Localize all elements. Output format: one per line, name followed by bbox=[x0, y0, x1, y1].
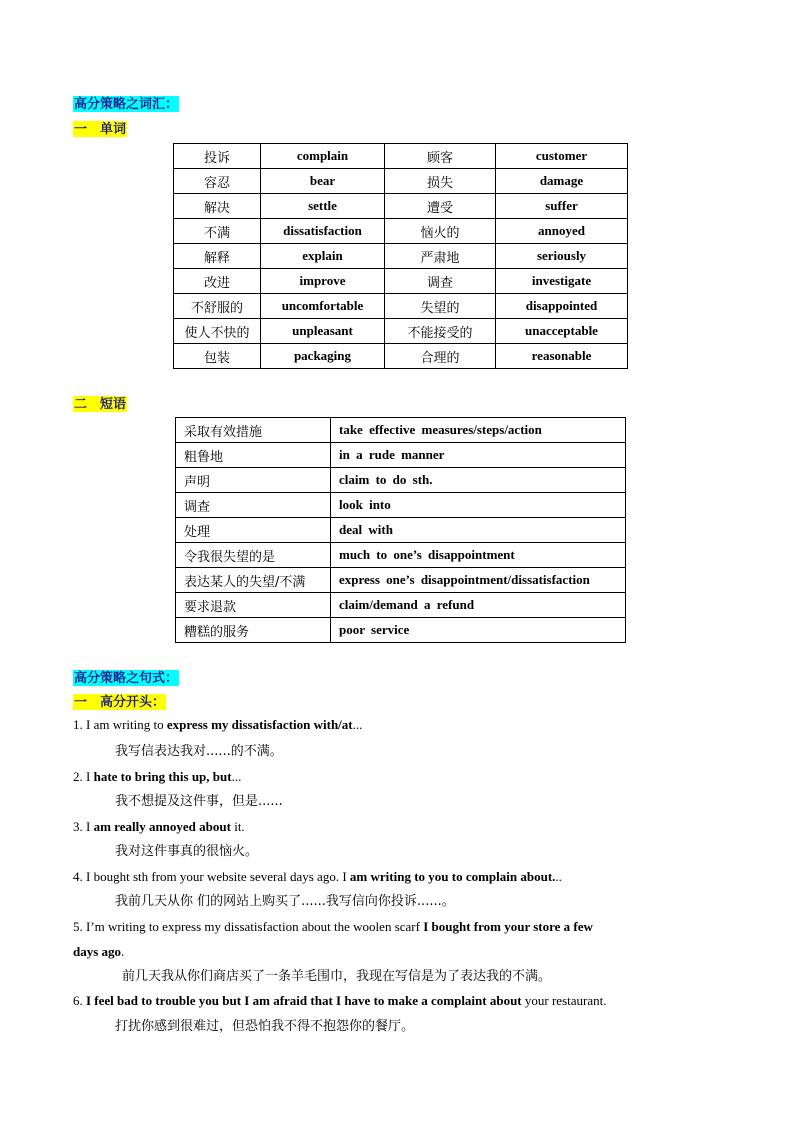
vocab-english-cell: annoyed bbox=[496, 219, 628, 244]
vocab-chinese-cell: 容忍 bbox=[174, 169, 261, 194]
sentence-3-translation: 我对这件事真的很恼火。 bbox=[115, 844, 259, 859]
phrase-english-cell: in a rude manner bbox=[331, 443, 626, 468]
section-opening-title: 一 高分开头： bbox=[74, 694, 166, 709]
phrase-english-cell: poor service bbox=[331, 618, 626, 643]
vocab-chinese-cell: 恼火的 bbox=[385, 219, 496, 244]
phrase-chinese-cell: 要求退款 bbox=[176, 593, 331, 618]
phrase-row bbox=[176, 518, 626, 543]
sentence-5: 5. I’m writing to express my dissatisfaction about the woolen scarf I bought from your store a few bbox=[73, 919, 593, 934]
phrase-table bbox=[175, 417, 626, 643]
vocab-chinese-cell: 失望的 bbox=[385, 294, 496, 319]
vocab-chinese-cell: 不舒服的 bbox=[174, 294, 261, 319]
vocab-chinese-cell: 使人不快的 bbox=[174, 319, 261, 344]
vocab-row bbox=[174, 319, 628, 344]
vocab-row bbox=[174, 219, 628, 244]
sentence-4: 4. I bought sth from your website several days ago. I am writing to you to complain about... bbox=[73, 869, 562, 884]
vocab-chinese-cell: 不满 bbox=[174, 219, 261, 244]
sentence-1: 1. I am writing to express my dissatisfaction with/at... bbox=[73, 717, 363, 732]
sentence-6: 6. I feel bad to trouble you but I am afraid that I have to make a complaint about your restaurant. bbox=[73, 993, 607, 1008]
phrase-english-cell: express one’s disappointment/dissatisfaction bbox=[331, 568, 626, 593]
vocab-chinese-cell: 投诉 bbox=[174, 144, 261, 169]
vocab-chinese-cell: 顾客 bbox=[385, 144, 496, 169]
vocab-english-cell: bear bbox=[261, 169, 385, 194]
phrase-row bbox=[176, 593, 626, 618]
phrase-chinese-cell: 令我很失望的是 bbox=[176, 543, 331, 568]
vocab-english-cell: investigate bbox=[496, 269, 628, 294]
phrase-row bbox=[176, 618, 626, 643]
vocab-chinese-cell: 合理的 bbox=[385, 344, 496, 369]
phrase-row bbox=[176, 418, 626, 443]
vocab-english-cell: customer bbox=[496, 144, 628, 169]
vocab-english-cell: reasonable bbox=[496, 344, 628, 369]
vocab-english-cell: dissatisfaction bbox=[261, 219, 385, 244]
vocab-english-cell: uncomfortable bbox=[261, 294, 385, 319]
sentence-4-translation: 我前几天从你 们的网站上购买了......我写信向你投诉......。 bbox=[115, 894, 455, 909]
vocab-english-cell: settle bbox=[261, 194, 385, 219]
phrase-chinese-cell: 声明 bbox=[176, 468, 331, 493]
vocab-chinese-cell: 改进 bbox=[174, 269, 261, 294]
phrase-chinese-cell: 调查 bbox=[176, 493, 331, 518]
vocab-english-cell: improve bbox=[261, 269, 385, 294]
phrase-chinese-cell: 采取有效措施 bbox=[176, 418, 331, 443]
phrase-chinese-cell: 处理 bbox=[176, 518, 331, 543]
vocab-row bbox=[174, 194, 628, 219]
sentence-2-translation: 我不想提及这件事，但是...... bbox=[115, 794, 283, 809]
phrase-english-cell: look into bbox=[331, 493, 626, 518]
vocab-english-cell: seriously bbox=[496, 244, 628, 269]
sentence-6-translation: 打扰你感到很难过，但恐怕我不得不抱怨你的餐厅。 bbox=[115, 1019, 415, 1034]
section-phrases-title: 二 短语 bbox=[74, 396, 127, 411]
sentence-1-translation: 我写信表达我对......的不满。 bbox=[115, 744, 283, 759]
vocab-chinese-cell: 包装 bbox=[174, 344, 261, 369]
vocab-chinese-cell: 严肃地 bbox=[385, 244, 496, 269]
vocab-english-cell: unacceptable bbox=[496, 319, 628, 344]
vocab-chinese-cell: 遭受 bbox=[385, 194, 496, 219]
sentence-2: 2. I hate to bring this up, but... bbox=[73, 769, 242, 784]
phrase-english-cell: much to one’s disappointment bbox=[331, 543, 626, 568]
phrase-chinese-cell: 糟糕的服务 bbox=[176, 618, 331, 643]
vocab-chinese-cell: 不能接受的 bbox=[385, 319, 496, 344]
vocab-english-cell: complain bbox=[261, 144, 385, 169]
vocab-english-cell: suffer bbox=[496, 194, 628, 219]
vocab-english-cell: explain bbox=[261, 244, 385, 269]
phrase-row bbox=[176, 543, 626, 568]
vocab-heading: 高分策略之词汇： bbox=[74, 96, 179, 111]
section-words-title: 一 单词 bbox=[74, 121, 127, 136]
vocab-chinese-cell: 调查 bbox=[385, 269, 496, 294]
vocab-chinese-cell: 损失 bbox=[385, 169, 496, 194]
phrase-row bbox=[176, 468, 626, 493]
vocab-chinese-cell: 解释 bbox=[174, 244, 261, 269]
phrase-english-cell: claim to do sth. bbox=[331, 468, 626, 493]
vocab-chinese-cell: 解决 bbox=[174, 194, 261, 219]
vocab-row bbox=[174, 144, 628, 169]
phrase-row bbox=[176, 493, 626, 518]
sentence-3: 3. I am really annoyed about it. bbox=[73, 819, 245, 834]
vocab-row bbox=[174, 294, 628, 319]
vocab-english-cell: damage bbox=[496, 169, 628, 194]
phrase-row bbox=[176, 568, 626, 593]
phrase-chinese-cell: 粗鲁地 bbox=[176, 443, 331, 468]
vocab-table bbox=[173, 143, 628, 369]
vocab-english-cell: disappointed bbox=[496, 294, 628, 319]
phrase-english-cell: take effective measures/steps/action bbox=[331, 418, 626, 443]
sentence-5-translation: 前几天我从你们商店买了一条羊毛围巾，我现在写信是为了表达我的不满。 bbox=[122, 969, 552, 984]
sentence-5-continued: days ago. bbox=[73, 944, 125, 959]
vocab-row bbox=[174, 169, 628, 194]
vocab-english-cell: packaging bbox=[261, 344, 385, 369]
phrase-english-cell: claim/demand a refund bbox=[331, 593, 626, 618]
phrase-english-cell: deal with bbox=[331, 518, 626, 543]
sentence-heading: 高分策略之句式： bbox=[74, 670, 179, 685]
phrase-row bbox=[176, 443, 626, 468]
phrase-chinese-cell: 表达某人的失望/不满 bbox=[176, 568, 331, 593]
vocab-row bbox=[174, 244, 628, 269]
vocab-english-cell: unpleasant bbox=[261, 319, 385, 344]
vocab-row bbox=[174, 269, 628, 294]
vocab-row bbox=[174, 344, 628, 369]
